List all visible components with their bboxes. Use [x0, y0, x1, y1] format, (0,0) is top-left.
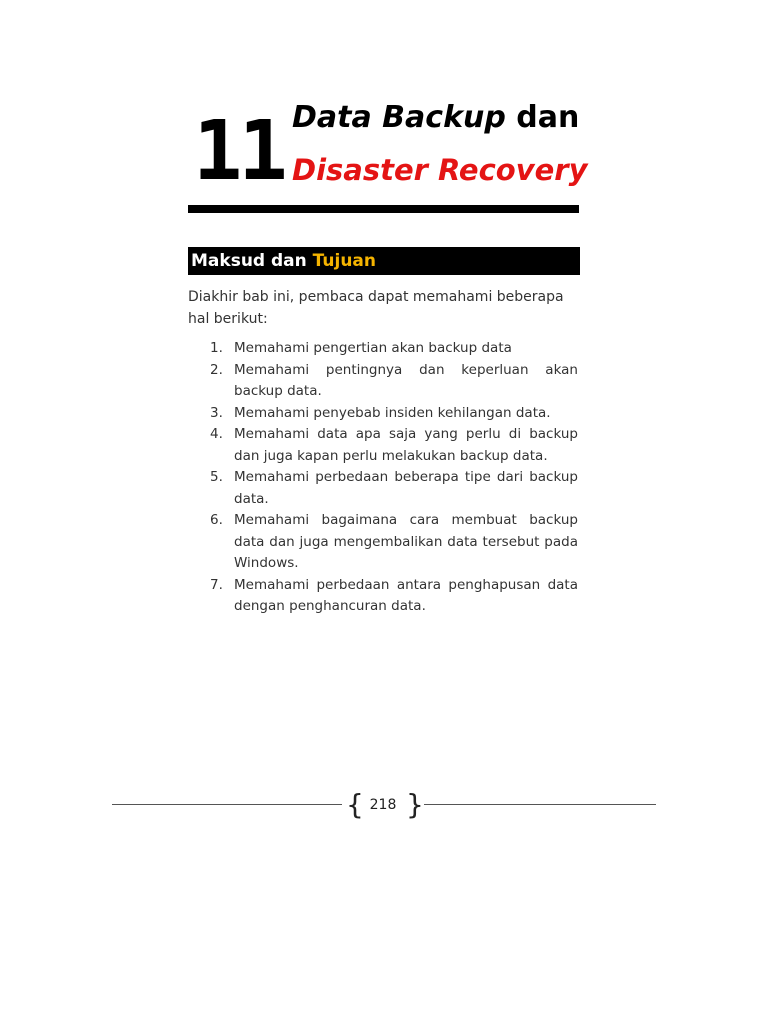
- list-item: [188, 575, 578, 618]
- list-item-text: Memahami perbedaan beberapa tipe dari backup data.: [234, 469, 578, 507]
- list-item-number: 3.: [210, 404, 223, 421]
- chapter-title-line1: [292, 98, 579, 138]
- list-item-number: 6.: [210, 512, 223, 528]
- chapter-title-conjunction: dan: [505, 100, 580, 135]
- list-item-text: Memahami data apa saja yang perlu di backup dan juga kapan perlu melakukan backup data.: [234, 426, 578, 464]
- goals-list: [188, 338, 578, 618]
- chapter-number: 11: [193, 104, 284, 199]
- section-heading-accent: Tujuan: [312, 251, 377, 271]
- list-item: [188, 403, 578, 425]
- list-item-number: 1.: [210, 340, 223, 356]
- list-item: [188, 510, 578, 575]
- list-item-number: 2.: [210, 361, 223, 378]
- list-item-text: Memahami perbedaan antara penghapusan data dengan penghancuran data.: [234, 576, 578, 614]
- list-item-text: Memahami pengertian akan backup data: [234, 340, 512, 356]
- list-item-text: Memahami bagaimana cara membuat backup data dan juga mengembalikan data tersebut pada Windows.: [234, 512, 578, 571]
- title-divider: [188, 205, 579, 213]
- list-item-number: 5.: [210, 469, 223, 485]
- intro-paragraph: Diakhir bab ini, pembaca dapat memahami beberapa hal berikut:: [188, 289, 564, 327]
- footer-rule-right: [424, 804, 656, 805]
- list-item-number: 4.: [210, 426, 223, 442]
- section-heading: [188, 247, 580, 275]
- list-item-number: 7.: [210, 576, 223, 593]
- footer-rule-left: [112, 804, 342, 805]
- chapter-title-line2: Disaster Recovery: [292, 153, 588, 187]
- list-item: [188, 338, 578, 360]
- footer-brace-left-icon: {: [346, 788, 364, 821]
- list-item-text: Memahami pentingnya dan keperluan akan backup data.: [234, 361, 578, 399]
- chapter-title-emphasis: Data Backup: [292, 100, 506, 135]
- list-item: [188, 360, 578, 403]
- list-item: [188, 424, 578, 467]
- footer-brace-right-icon: }: [406, 788, 424, 821]
- section-heading-text: Maksud dan: [191, 251, 313, 271]
- page-number: 218: [369, 797, 397, 813]
- list-item: [188, 467, 578, 510]
- list-item-text: Memahami penyebab insiden kehilangan data.: [234, 404, 551, 421]
